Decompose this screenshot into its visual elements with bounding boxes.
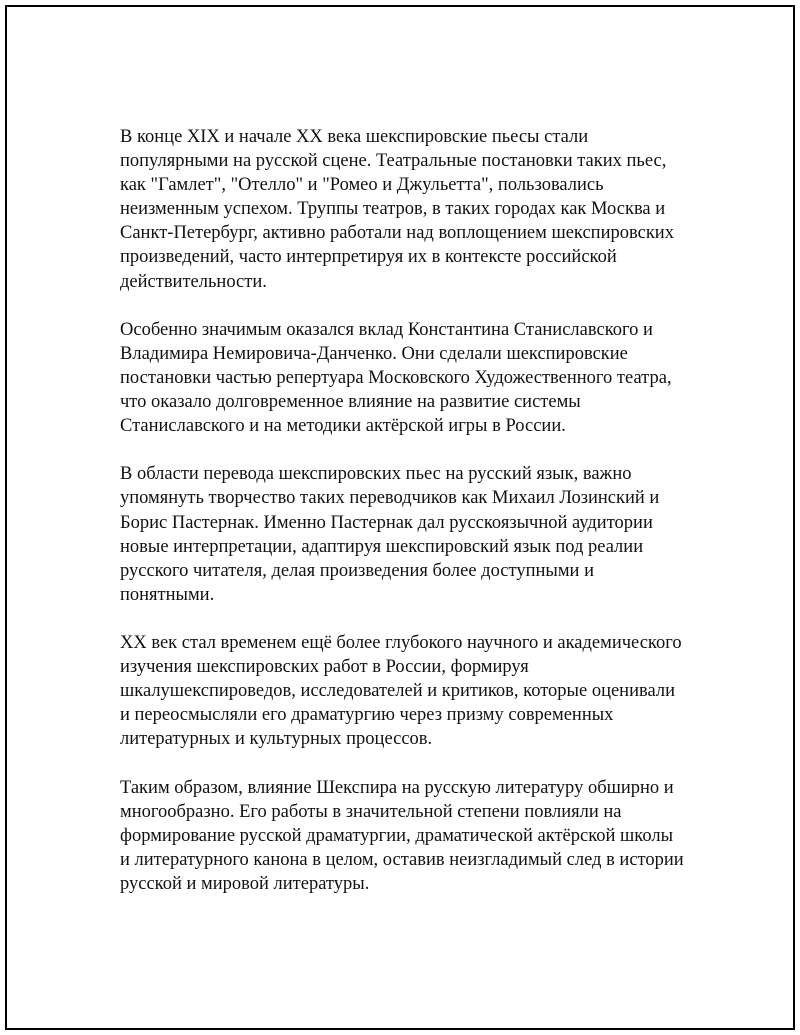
- page-frame: [5, 5, 795, 1030]
- paragraph: XX век стал временем ещё более глубокого научного и академического изучения шекспировских работ в России, формируя шкалушекспироведов, исследователей и критиков, которые оценивали и переосмысляли его драматургию через призму современных литературных и культурных процессов.: [120, 632, 682, 750]
- paragraph: Особенно значимым оказался вклад Константина Станиславского и Владимира Немировича-Данченко. Они сделали шекспировские постановки частью репертуара Московского Художественного театра, что оказало долговременное влияние на развитие системы Станиславского и на методики актёрской игры в России.: [120, 319, 672, 437]
- paragraph: В конце XIX и начале XX века шекспировские пьесы стали популярными на русской сцене. Театральные постановки таких пьес, как "Гамлет", "Отелло" и "Ромео и Джульетта", пользовались неизменным успехом. Труппы театров, в таких городах как Москва и Санкт-Петербург, активно работали над воплощением шекспировских произведений, часто интерпретируя их в контексте российской действительности.: [120, 127, 674, 292]
- paragraph: В области перевода шекспировских пьес на русский язык, важно упомянуть творчество таких переводчиков как Михаил Лозинский и Борис Пастернак. Именно Пастернак дал русскоязычной аудитории новые интерпретации, адаптируя шекспировский язык под реалии русского читателя, делая произведения более доступными и понятными.: [120, 464, 660, 605]
- paragraph: Таким образом, влияние Шекспира на русскую литературу обширно и многообразно. Его работы в значительной степени повлияли на формирование русской драматургии, драматической актёрской школы и литературного канона в целом, оставив неизгладимый след в истории русской и мировой литературы.: [120, 777, 684, 894]
- document-body: [120, 125, 705, 920]
